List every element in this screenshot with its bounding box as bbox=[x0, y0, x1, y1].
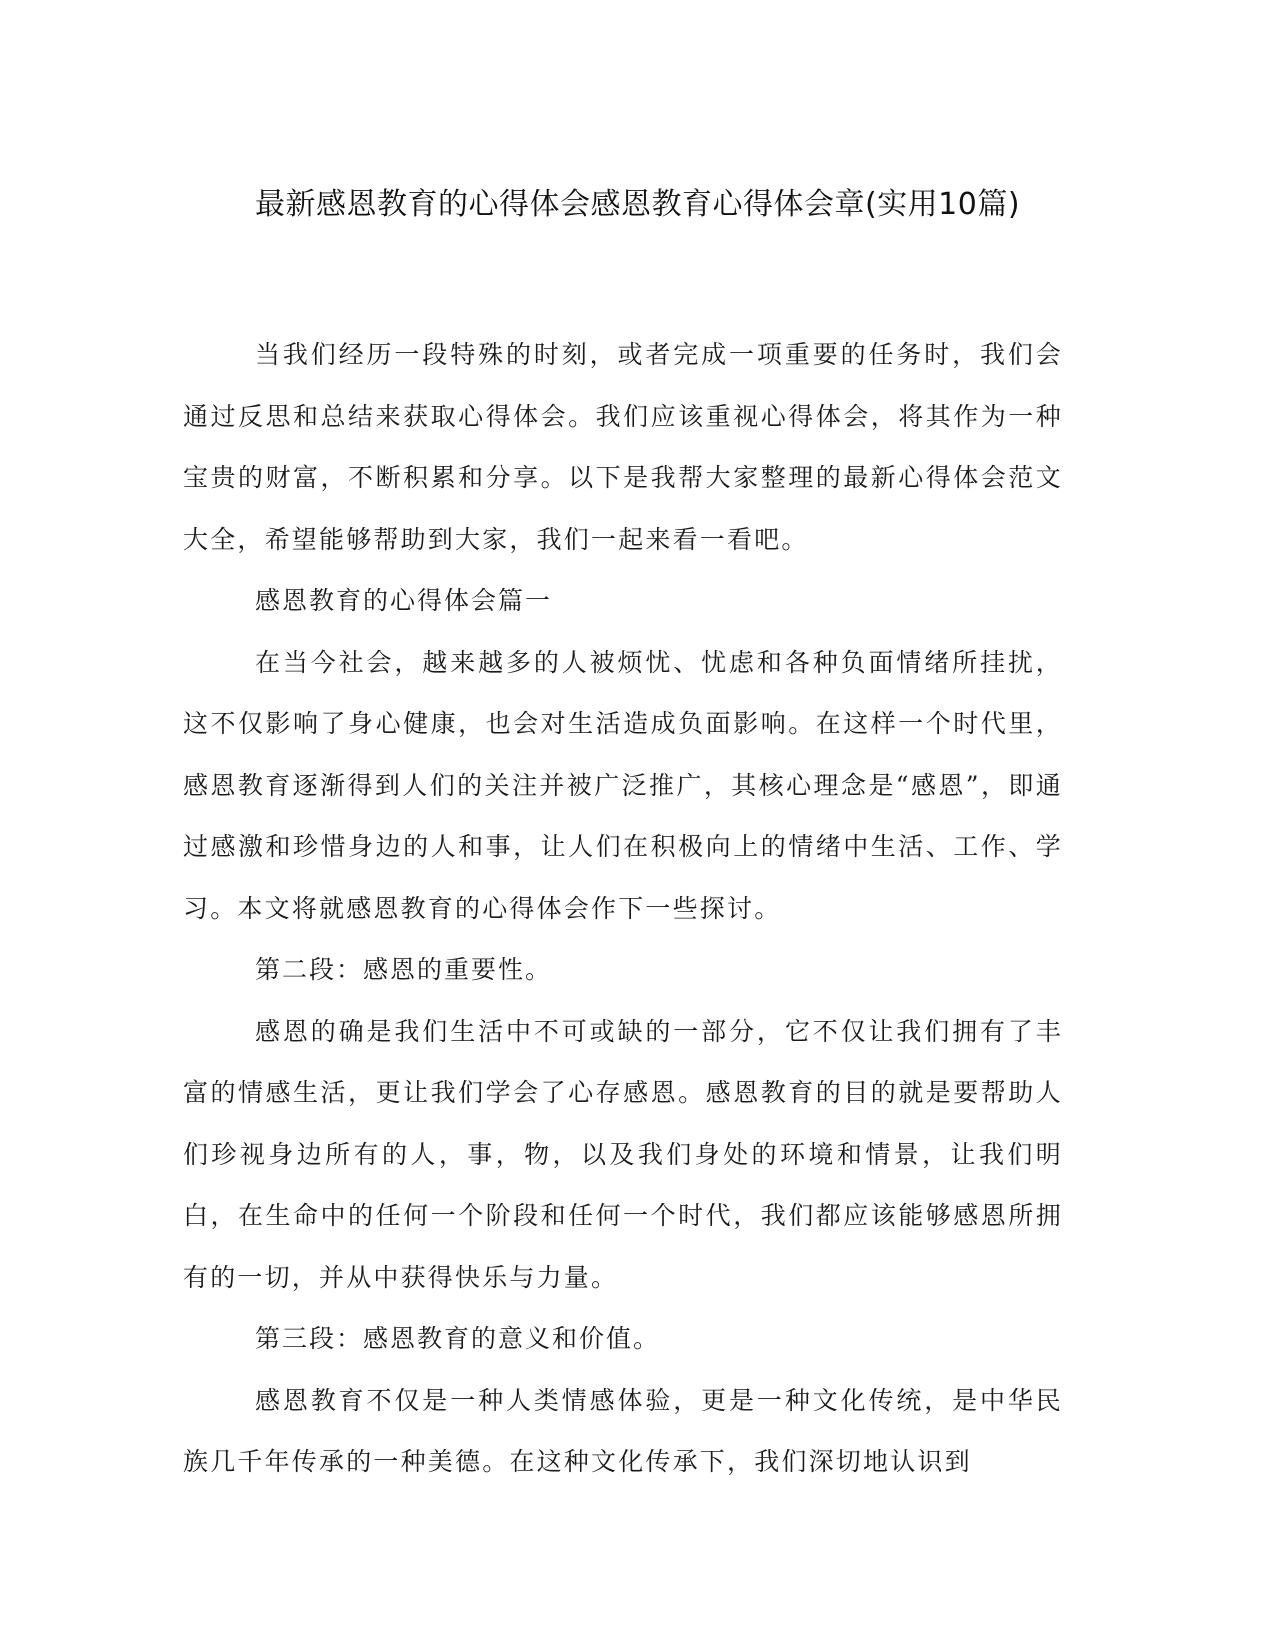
section-heading-second: 第二段：感恩的重要性。 bbox=[255, 955, 553, 984]
paragraph-third-section: 感恩教育不仅是一种人类情感体验，更是一种文化传统，是中华民族几千年传承的一种美德。在这种文化传承下，我们深切地认识到 bbox=[183, 1385, 1063, 1476]
section-heading-third: 第三段：感恩教育的意义和价值。 bbox=[255, 1324, 661, 1353]
intro-paragraph: 当我们经历一段特殊的时刻，或者完成一项重要的任务时，我们会通过反思和总结来获取心得体会。我们应该重视心得体会，将其作为一种宝贵的财富，不断积累和分享。以下是我帮大家整理的最新心得体会范文大全，希望能够帮助到大家，我们一起来看一看吧。 bbox=[183, 340, 1063, 554]
paragraph-first-section: 在当今社会，越来越多的人被烦忧、忧虑和各种负面情绪所挂扰，这不仅影响了身心健康，也会对生活造成负面影响。在这样一个时代里，感恩教育逐渐得到人们的关注并被广泛推广，其核心理念是“感恩”，即通过感激和珍惜身边的人和事，让人们在积极向上的情绪中生活、工作、学习。本文将就感恩教育的心得体会作下一些探讨。 bbox=[183, 647, 1063, 923]
paragraph-second-section: 感恩的确是我们生活中不可或缺的一部分，它不仅让我们拥有了丰富的情感生活，更让我们学会了心存感恩。感恩教育的目的就是要帮助人们珍视身边所有的人，事，物，以及我们身处的环境和情景，让我们明白，在生命中的任何一个阶段和任何一个时代，我们都应该能够感恩所拥有的一切，并从中获得快乐与力量。 bbox=[183, 1016, 1063, 1292]
document-body bbox=[183, 324, 1063, 1493]
document-title: 最新感恩教育的心得体会感恩教育心得体会章(实用10篇) bbox=[254, 187, 1021, 222]
section-heading-part-one: 感恩教育的心得体会篇一 bbox=[255, 586, 553, 615]
